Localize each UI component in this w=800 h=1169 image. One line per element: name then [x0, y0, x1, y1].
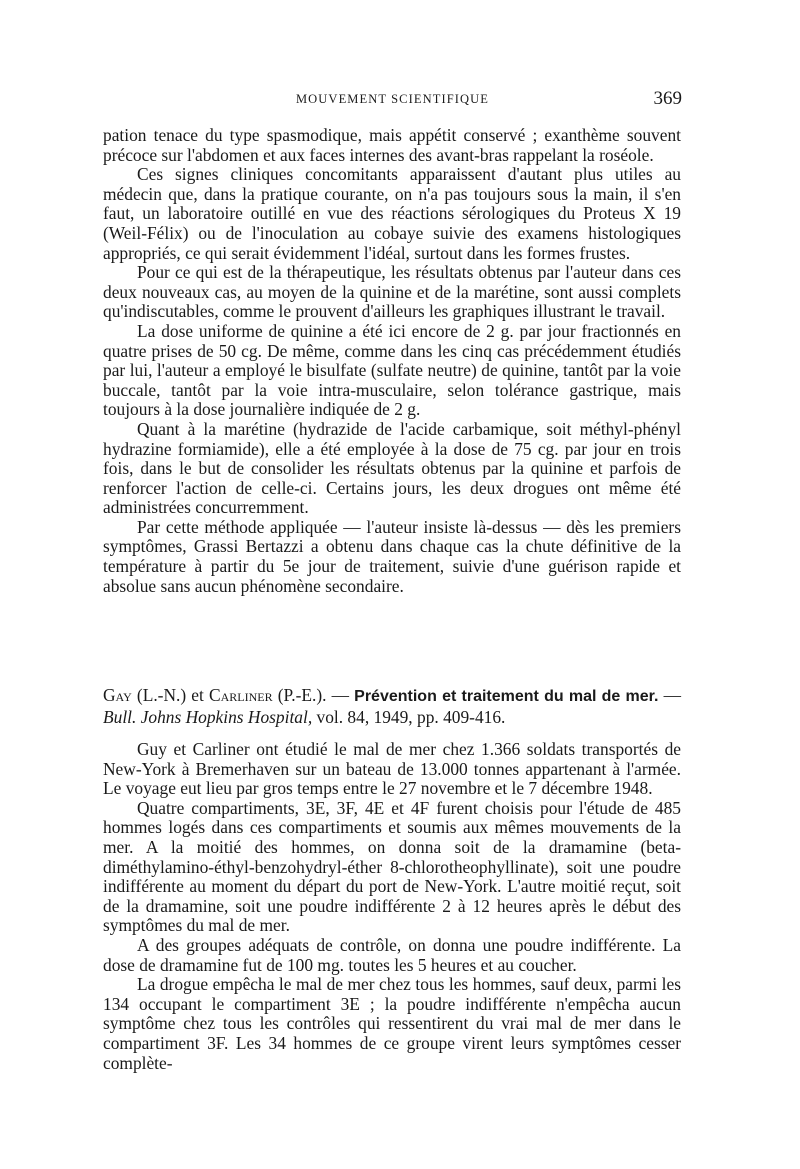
paragraph: Pour ce qui est de la thérapeutique, les résultats obtenus par l'auteur dans ces deux nouveaux cas, au moyen de la quinine et de la marétine, sont aussi complets qu'indiscutables, comme le prouvent d'ailleurs les graphiques illustrant le travail.	[103, 262, 681, 322]
paragraph: Ces signes cliniques concomitants apparaissent d'autant plus utiles au médecin que, dans la pratique courante, on n'a pas toujours sous la main, il s'en faut, un laboratoire outillé en vue des réactions sérologiques du Proteus X 19 (Weil-Félix) ou de l'inoculation au cobaye suivie des examens histologiques appropriés, ce qui serait évidemment l'idéal, surtout dans les formes frustes.	[103, 164, 681, 263]
paragraph: Quant à la marétine (hydrazide de l'acide carbamique, soit méthyl-phényl hydrazine formiamide), elle a été employée à la dose de 75 cg. par jour en trois fois, dans le but de consolider les résultats obtenus par la quinine et parfois de renforcer l'action de celle-ci. Certains jours, les deux drogues ont même été administrées concurremment.	[103, 418, 681, 518]
running-head	[103, 88, 682, 110]
page-number: 369	[653, 88, 682, 109]
paragraph: Par cette méthode appliquée — l'auteur insiste là-dessus — dès les premiers symptômes, Grassi Bertazzi a obtenu dans chaque cas la chute définitive de la température à partir du 5e jour de traitement, suivie d'une guérison rapide et absolue sans aucun phénomène secondaire.	[103, 516, 681, 596]
author-name: Carliner	[208, 685, 273, 705]
paragraph: A des groupes adéquats de contrôle, on donna une poudre indifférente. La dose de dramamine fut de 100 mg. toutes les 5 heures et au coucher.	[103, 934, 681, 975]
paragraph: Guy et Carliner ont étudié le mal de mer chez 1.366 soldats transportés de New-York à Bremerhaven sur un bateau de 13.000 tonnes appartenant à l'armée. Le voyage eut lieu par gros temps entre le 27 novembre et le 7 décembre 1948.	[103, 739, 681, 799]
body-text-top	[103, 126, 681, 596]
paragraph: Quatre compartiments, 3E, 3F, 4E et 4F furent choisis pour l'étude de 485 hommes logés dans ces compartiments et soumis aux mêmes mouvements de la mer. A la moitié des hommes, on donna soit de la dramamine (beta-diméthylamino-éthyl-benzohydryl-éther 8-chlorotheophyllinate), soit une poudre indifférente au moment du départ du port de New-York. L'autre moitié reçut, soit de la dramamine, soit une poudre indifférente 2 à 12 heures après le début des symptômes du mal de mer.	[103, 797, 681, 936]
citation-details: vol. 84, 1949, pp. 409-416.	[312, 707, 506, 727]
separator: —	[658, 685, 682, 705]
bibliographic-reference	[103, 685, 681, 727]
paragraph: La drogue empêcha le mal de mer chez tous les hommes, sauf deux, parmi les 134 occupant le compartiment 3E ; la poudre indifférente n'empêcha aucun symptôme chez tous les contrôles qui ressentirent du vrai mal de mer dans le compartiment 3F. Les 34 hommes de ce groupe virent leurs symptômes cesser complète-	[103, 974, 681, 1073]
running-title: MOUVEMENT SCIENTIFIQUE	[295, 92, 490, 106]
paragraph: pation tenace du type spasmodique, mais appétit conservé ; exanthème souvent précoce sur l'abdomen et aux faces internes des avant-bras rappelant la roséole.	[103, 125, 681, 165]
author-initials: (L.-N.) et	[131, 685, 209, 705]
article-title: Prévention et traitement du mal de mer.	[354, 688, 659, 705]
journal-name: Bull. Johns Hopkins Hospital,	[103, 707, 313, 727]
author-name: Gay	[103, 685, 132, 705]
author-initials: (P.-E.). —	[272, 685, 355, 705]
body-text-bottom	[103, 740, 681, 1073]
paragraph: La dose uniforme de quinine a été ici encore de 2 g. par jour fractionnés en quatre prises de 50 cg. De même, comme dans les cinq cas précédemment étudiés par lui, l'auteur a employé le bisulfate (sulfate neutre) de quinine, tantôt par la voie buccale, tantôt par la voie intra-musculaire, selon tolérance gastrique, mais toujours à la dose journalière indiquée de 2 g.	[103, 320, 681, 420]
